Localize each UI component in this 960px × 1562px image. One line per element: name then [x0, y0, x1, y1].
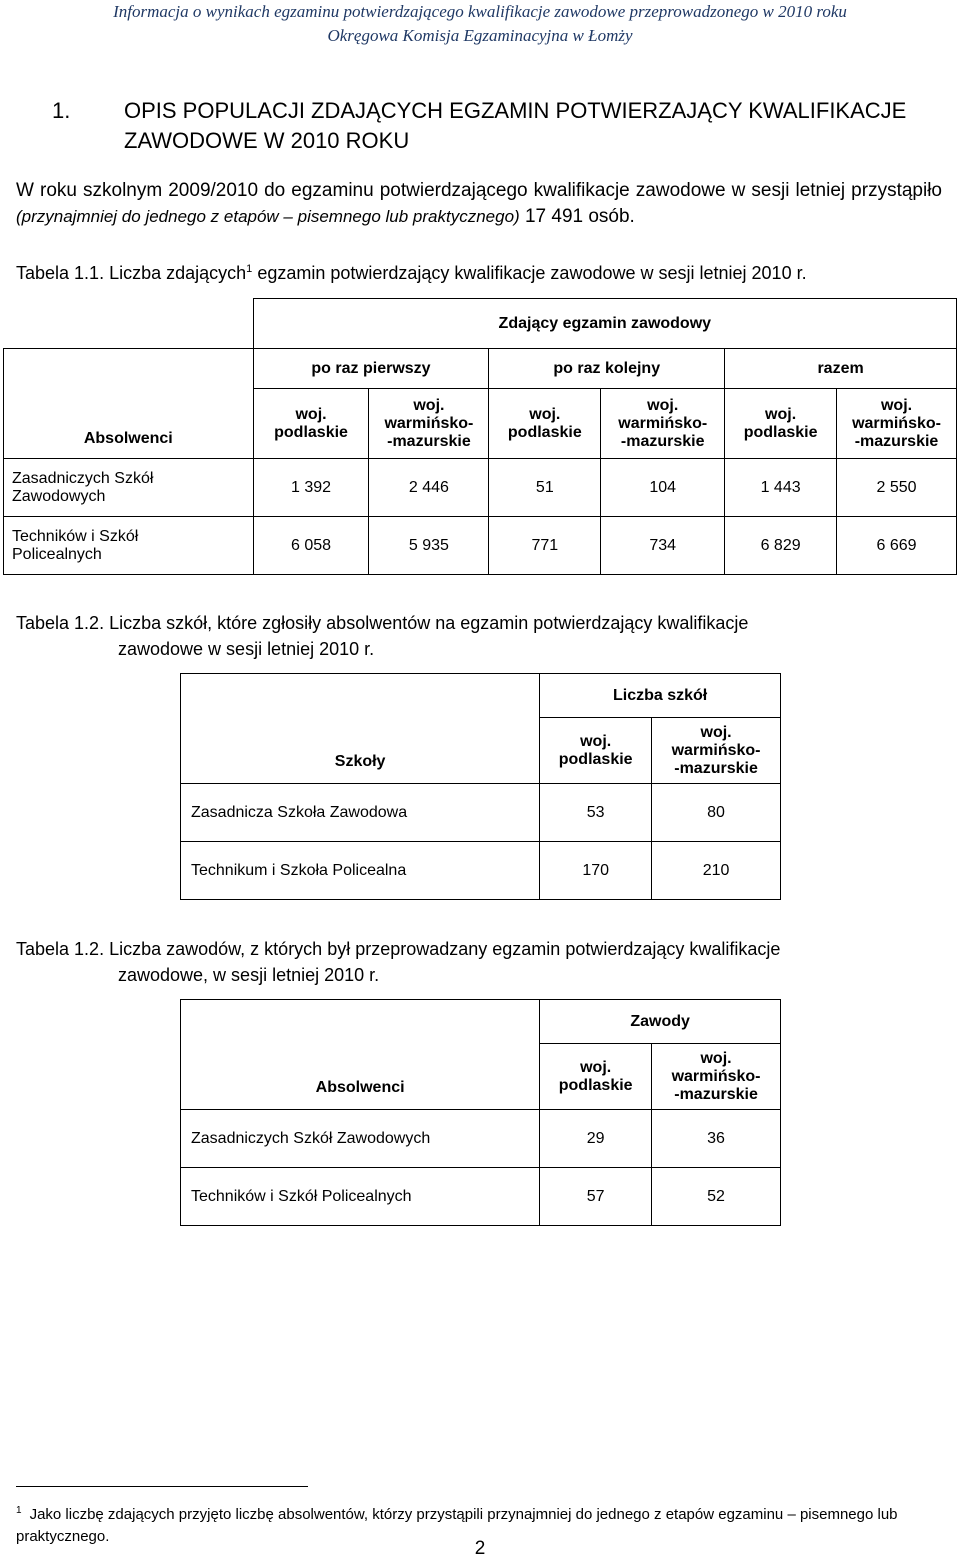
row-label: Techników i Szkół Policealnych — [4, 517, 254, 575]
col-header-warminsko-mazurskie: woj. warmińsko- -mazurskie — [652, 718, 781, 784]
table-cell: 210 — [652, 842, 781, 900]
footnote-ref: 1 — [246, 263, 253, 275]
table-schools — [180, 673, 781, 900]
col-header-warminsko-mazurskie: woj. warmińsko- -mazurskie — [601, 389, 725, 459]
intro-paragraph — [16, 178, 942, 230]
table2-group-header: Liczba szkół — [540, 674, 781, 718]
row-label: Zasadniczych Szkół Zawodowych — [4, 459, 254, 517]
table-cell: 104 — [601, 459, 725, 517]
table-cell: 36 — [652, 1110, 781, 1168]
running-header-title: Informacja o wynikach egzaminu potwierdzającego kwalifikacje zawodowe przeprowadzonego w 2010 roku — [113, 2, 847, 21]
table1-row-header: Absolwenci — [4, 349, 254, 459]
table-cell: 170 — [540, 842, 652, 900]
table-professions — [180, 999, 781, 1226]
table-cell: 51 — [489, 459, 601, 517]
table1-caption-number: Tabela 1.1. — [16, 263, 105, 283]
table-cell: 5 935 — [369, 517, 489, 575]
col-header-podlaskie: woj. podlaskie — [253, 389, 369, 459]
col-header-warminsko-mazurskie: woj. warmińsko- -mazurskie — [837, 389, 957, 459]
table-cell: 29 — [540, 1110, 652, 1168]
intro-part2: 17 491 osób. — [519, 206, 635, 227]
table2-row-header: Szkoły — [181, 674, 540, 784]
table2-caption — [16, 610, 748, 662]
col-header-warminsko-mazurskie: woj. warmińsko- -mazurskie — [369, 389, 489, 459]
table3-caption-number: Tabela 1.2. — [16, 939, 105, 959]
row-label: Zasadnicza Szkoła Zawodowa — [181, 784, 540, 842]
table1-group-header: Zdający egzamin zawodowy — [253, 299, 956, 349]
table1-caption — [16, 256, 807, 286]
table2-caption-line1: Liczba szkół, które zgłosiły absolwentów na egzamin potwierdzający kwalifikacje — [109, 613, 749, 633]
table-row — [181, 842, 781, 900]
col-header-warminsko-mazurskie: woj. warmińsko- -mazurskie — [652, 1044, 781, 1110]
table-cell: 734 — [601, 517, 725, 575]
table-row — [181, 784, 781, 842]
page-number: 2 — [474, 1538, 486, 1559]
table-cell: 6 669 — [837, 517, 957, 575]
row-label: Technikum i Szkoła Policealna — [181, 842, 540, 900]
running-header-commission: Okręgowa Komisja Egzaminacyjna w Łomży — [327, 26, 633, 45]
table-row — [4, 459, 957, 517]
footnote-text: Jako liczbę zdających przyjęto liczbę absolwentów, którzy przystąpili przynajmniej do jednego z etapów egzaminu – pisemnego lub praktycznego. — [16, 1506, 898, 1545]
table1-subgroup-total: razem — [725, 349, 957, 389]
table3-caption-line1: Liczba zawodów, z których był przeprowadzany egzamin potwierdzający kwalifikacje — [109, 939, 781, 959]
table-row — [181, 1110, 781, 1168]
table2-caption-number: Tabela 1.2. — [16, 613, 105, 633]
row-label: Techników i Szkół Policealnych — [181, 1168, 540, 1226]
table1-caption-text: Liczba zdających — [109, 263, 247, 283]
col-header-podlaskie: woj. podlaskie — [489, 389, 601, 459]
table-cell: 6 829 — [725, 517, 837, 575]
col-header-podlaskie: woj. podlaskie — [725, 389, 837, 459]
row-label: Zasadniczych Szkół Zawodowych — [181, 1110, 540, 1168]
table1-subgroup-repeat: po raz kolejny — [489, 349, 725, 389]
table-cell: 2 446 — [369, 459, 489, 517]
section-title: OPIS POPULACJI ZDAJĄCYCH EGZAMIN POTWIERZAJĄCY KWALIFIKACJE ZAWODOWE W 2010 ROKU — [124, 98, 907, 153]
table-row — [181, 1168, 781, 1226]
table-cell: 1 443 — [725, 459, 837, 517]
table3-caption-line2: zawodowe, w sesji letniej 2010 r. — [118, 965, 380, 985]
table-cell: 2 550 — [837, 459, 957, 517]
table-cell: 52 — [652, 1168, 781, 1226]
intro-italic: (przynajmniej do jednego z etapów – pisemnego lub praktycznego) — [16, 207, 520, 226]
section-number: 1. — [52, 98, 71, 123]
table-row — [4, 517, 957, 575]
table-cell: 80 — [652, 784, 781, 842]
table-candidates — [3, 298, 957, 575]
table-cell: 53 — [540, 784, 652, 842]
col-header-podlaskie: woj. podlaskie — [540, 1044, 652, 1110]
table3-caption — [16, 936, 780, 988]
intro-part1: W roku szkolnym 2009/2010 do egzaminu potwierdzającego kwalifikacje zawodowe w sesji letniej przystąpiło — [16, 180, 942, 201]
footnote-separator — [16, 1486, 308, 1487]
table1-subgroup-first: po raz pierwszy — [253, 349, 489, 389]
col-header-podlaskie: woj. podlaskie — [540, 718, 652, 784]
table-cell: 771 — [489, 517, 601, 575]
table-cell: 1 392 — [253, 459, 369, 517]
table-cell: 6 058 — [253, 517, 369, 575]
table2-caption-line2: zawodowe w sesji letniej 2010 r. — [118, 639, 375, 659]
table-cell: 57 — [540, 1168, 652, 1226]
table3-group-header: Zawody — [540, 1000, 781, 1044]
footnote-marker: 1 — [16, 1505, 22, 1516]
table1-caption-text2: egzamin potwierdzający kwalifikacje zawodowe w sesji letniej 2010 r. — [257, 263, 807, 283]
table3-row-header: Absolwenci — [181, 1000, 540, 1110]
